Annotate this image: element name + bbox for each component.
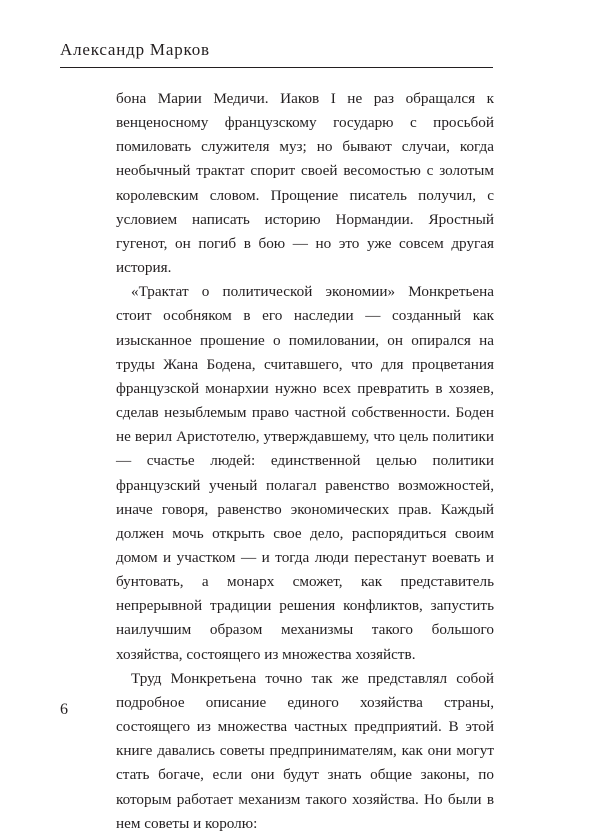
header-rule [60,67,493,68]
page-number: 6 [60,701,68,718]
main-text [116,87,494,836]
paragraph-2: «Трактат о политической экономии» Монкретьена стоит особняком в его наследии — созданный как изысканное прошение о помиловании, он опирался на труды Жана Бодена, считавшего, что для процветания французской монархии нужно всех превратить в хозяев, сделав незыблемым право частной собственности. Боден не верил Аристотелю, утверждавшему, что цель политики — счастье людей: единственной целью политики французский ученый полагал равенство возможностей, иначе говоря, равенство экономических прав. Каждый должен мочь открыть свое дело, распорядиться своим домом и участком — и тогда люди перестанут воевать и бунтовать, а монарх сможет, как представитель непрерывной традиции решения конфликтов, запустить наилучшим образом механизмы такого большого хозяйства, состоящего из множества хозяйств. [116,283,494,663]
paragraph-3: Труд Монкретьена точно так же представлял собой подробное описание единого хозяйства страны, состоящего из множества частных предприятий. В этой книге давались советы предпринимателям, как они могут стать богаче, если они будут знать общие законы, по которым работает механизм такого хозяйства. Но были в нем советы и королю: [116,669,494,832]
running-head-author: Александр Марков [60,40,210,59]
paragraph-1: бона Марии Медичи. Иаков I не раз обращался к венценосному французскому государю с просьбой помиловать служителя муз; но бывают случаи, когда необычный трактат спорит своей весомостью с золотым королевским словом. Прощение писатель получил, с условием написать историю Нормандии. Яростный гугенот, он погиб в бою — но это уже совсем другая история. [116,90,494,277]
